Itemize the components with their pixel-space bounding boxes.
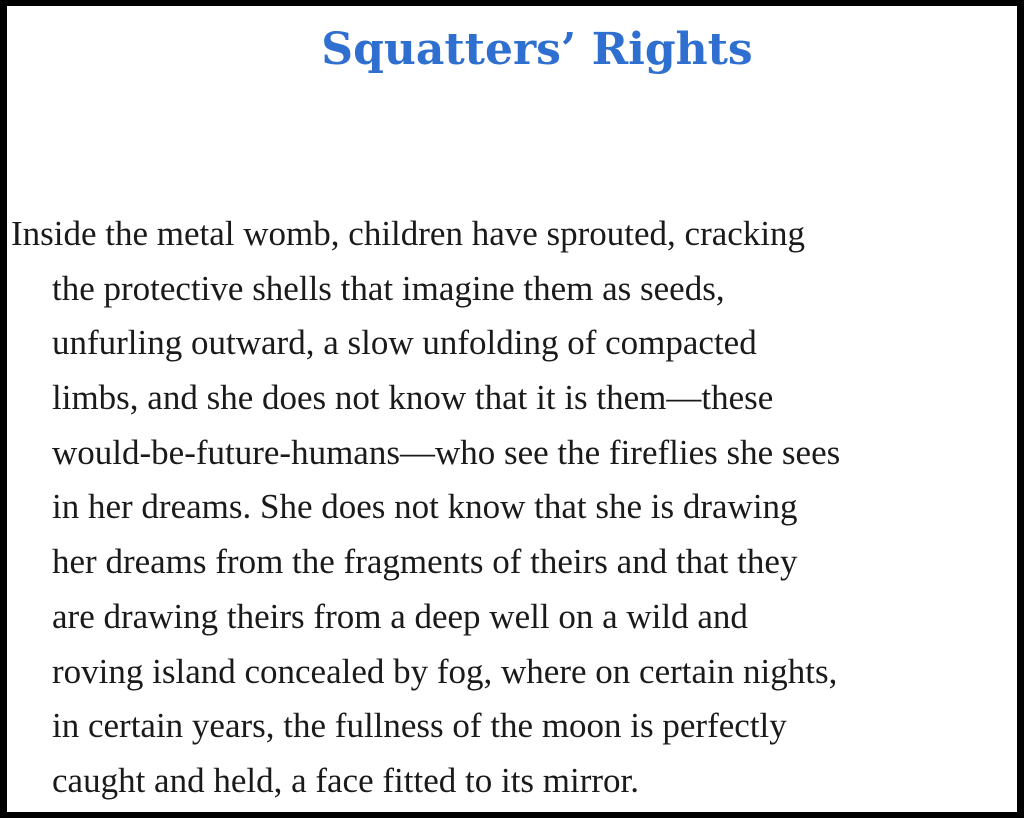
poem-line: the protective shells that imagine them as seeds, bbox=[52, 268, 725, 308]
poem-body bbox=[11, 207, 1015, 809]
poem-line: are drawing theirs from a deep well on a wild and bbox=[52, 596, 748, 636]
poem-line: in certain years, the fullness of the moon is perfectly bbox=[52, 706, 787, 746]
poem-line: in her dreams. She does not know that she is drawing bbox=[52, 487, 798, 527]
poem-title: Squatters’ Rights bbox=[321, 24, 753, 75]
poem-line: roving island concealed by fog, where on certain nights, bbox=[52, 651, 838, 691]
poem-line: limbs, and she does not know that it is them—these bbox=[52, 378, 774, 418]
poem-line: caught and held, a face fitted to its mirror. bbox=[52, 760, 640, 800]
poem-line: her dreams from the fragments of theirs and that they bbox=[52, 542, 798, 582]
poem-line: unfurling outward, a slow unfolding of compacted bbox=[52, 323, 757, 363]
page bbox=[7, 6, 1017, 812]
poem-line: Inside the metal womb, children have sprouted, cracking bbox=[11, 214, 806, 253]
poem-line: would-be-future-humans—who see the fireflies she sees bbox=[52, 432, 841, 472]
